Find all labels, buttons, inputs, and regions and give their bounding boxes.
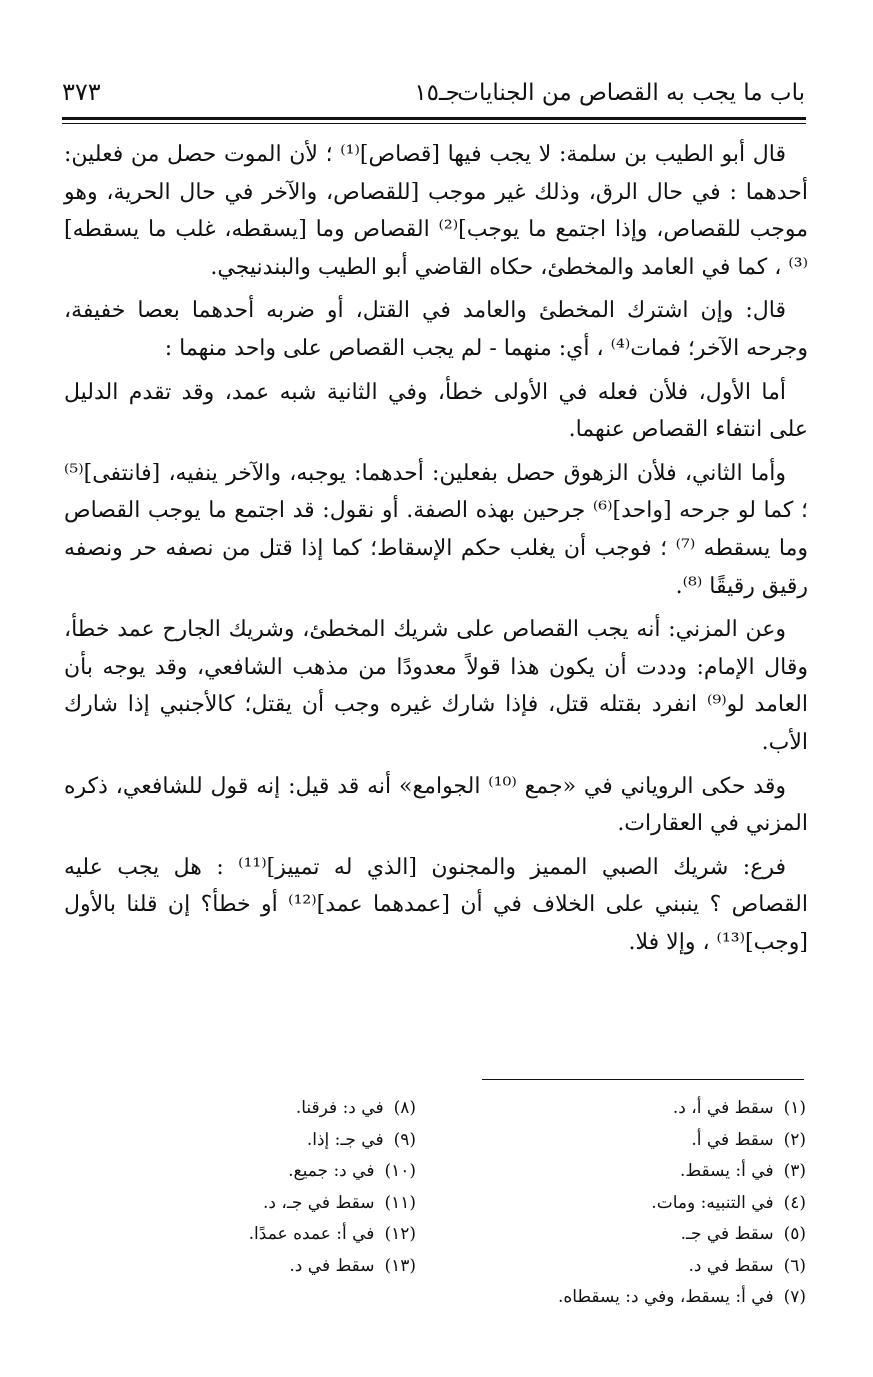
footnote-text: في د: فرقنا. bbox=[295, 1098, 384, 1118]
paragraph: فرع: شريك الصبي المميز والمجنون [الذي له تمييز]⁽¹¹⁾ : هل يجب عليه القصاص ؟ ينبني على الخلاف في أن [عمدهما عمد]⁽¹²⁾ أو خطأ؟ إن قلنا بالأول [وجب]⁽¹³⁾ ، وإلا فلا. bbox=[64, 854, 808, 955]
footnote-number: (٤) bbox=[783, 1192, 806, 1213]
page-number: ٣٧٣ bbox=[62, 78, 101, 106]
footnote-text: سقط في د. bbox=[289, 1255, 375, 1276]
footnote bbox=[476, 1251, 806, 1283]
paragraph: وأما الثاني، فلأن الزهوق حصل بفعلين: أحدهما: يوجبه، والآخر ينفيه، [فانتفى]⁽⁵⁾ ؛ كما لو جرحه [واحد]⁽⁶⁾ جرحين بهذه الصفة. أو نقول: قد اجتمع ما يوجب القصاص وما يسقطه ⁽⁷⁾ ؛ فوجب أن يغلب حكم الإسقاط؛ كما إذا قتل من نصفه حر ونصفه رقيق رقيقًا ⁽⁸⁾. bbox=[64, 460, 808, 599]
footnote-text: في أ: يسقط. bbox=[679, 1161, 774, 1181]
footnote-text: في التنبيه: ومات. bbox=[651, 1192, 774, 1213]
footnote-number: (٥) bbox=[783, 1224, 806, 1244]
footnote-number: (١) bbox=[783, 1098, 806, 1118]
footnote-text: سقط في جـ، د. bbox=[263, 1192, 375, 1213]
footnote bbox=[116, 1125, 416, 1157]
header-rule-thick bbox=[62, 117, 806, 120]
footnote-number: (١٠) bbox=[384, 1161, 416, 1181]
footnote bbox=[116, 1093, 416, 1125]
footnote-number: (١٢) bbox=[384, 1224, 416, 1244]
footnote bbox=[476, 1093, 806, 1125]
footnote-text: سقط في جـ. bbox=[680, 1224, 774, 1244]
footnote-text: في جـ: إذا. bbox=[306, 1129, 384, 1150]
footnote-number: (٧) bbox=[783, 1287, 806, 1307]
footnote-number: (١٣) bbox=[384, 1255, 416, 1276]
footnote-separator bbox=[482, 1079, 804, 1080]
page-header bbox=[62, 74, 805, 114]
footnote bbox=[476, 1125, 806, 1157]
footnote-text: في أ: عمده عمدًا. bbox=[248, 1224, 375, 1244]
footnote-number: (١١) bbox=[384, 1192, 416, 1213]
footnote bbox=[476, 1188, 806, 1220]
footnote bbox=[116, 1251, 416, 1283]
footnotes-column-right bbox=[476, 1093, 806, 1314]
footnote bbox=[116, 1219, 416, 1251]
footnote bbox=[476, 1282, 806, 1314]
paragraph: أما الأول، فلأن فعله في الأولى خطأ، وفي الثانية شبه عمد، وقد تقدم الدليل على انتفاء القصاص عنهما. bbox=[64, 379, 808, 443]
paragraph: وقد حكى الروياني في «جمع ⁽¹⁰⁾ الجوامع» أنه قد قيل: إنه قول للشافعي، ذكره المزني في العقارات. bbox=[64, 773, 808, 837]
header-rule-thin bbox=[62, 123, 806, 124]
footnote bbox=[476, 1156, 806, 1188]
footnote bbox=[116, 1156, 416, 1188]
chapter-title: باب ما يجب به القصاص من الجنايات bbox=[457, 80, 805, 106]
footnote-number: (٩) bbox=[393, 1129, 416, 1150]
footnote bbox=[476, 1219, 806, 1251]
footnote-number: (٦) bbox=[783, 1255, 806, 1276]
paragraph: قال: وإن اشترك المخطئ والعامد في القتل، أو ضربه أحدهما بعصا خفيفة، وجرحه الآخر؛ فمات⁽⁴⁾ ، أي: منهما - لم يجب القصاص على واحد منهما : bbox=[64, 298, 808, 361]
footnote-text: سقط في أ، د. bbox=[672, 1098, 774, 1118]
footnotes-column-left bbox=[116, 1093, 416, 1282]
footnote-number: (٨) bbox=[393, 1098, 416, 1118]
footnote-number: (٣) bbox=[783, 1161, 806, 1181]
footnote-text: سقط في أ. bbox=[691, 1129, 774, 1150]
footnote-text: سقط في د. bbox=[688, 1255, 774, 1276]
footnote bbox=[116, 1188, 416, 1220]
footnote-text: في أ: يسقط، وفي د: يسقطاه. bbox=[557, 1287, 774, 1307]
footnote-text: في د: جميع. bbox=[288, 1161, 375, 1181]
paragraph: قال أبو الطيب بن سلمة: لا يجب فيها [قصاص]⁽¹⁾ ؛ لأن الموت حصل من فعلين: أحدهما : في حال الرق، وذلك غير موجب [للقصاص، والآخر في حال الحرية، وهو موجب للقصاص، وإذا اجتمع ما يوجب]⁽²⁾ القصاص وما [يسقطه، غلب ما يسقطه]⁽³⁾ ، كما في العامد والمخطئ، حكاه القاضي أبو الطيب والبندنيجي. bbox=[64, 142, 808, 280]
footnote-number: (٢) bbox=[783, 1129, 806, 1150]
main-text bbox=[64, 136, 808, 961]
paragraph: وعن المزني: أنه يجب القصاص على شريك المخطئ، وشريك الجارح عمد خطأ، وقال الإمام: وددت أن يكون هذا قولاً معدودًا من مذهب الشافعي، وقد يوجه بأن العامد لو⁽⁹⁾ انفرد بقتله قتل، فإذا شارك غيره وجب أن يقتل؛ كالأجنبي إذا شارك الأب. bbox=[64, 617, 808, 755]
volume-number: جـ١٥ bbox=[414, 80, 460, 106]
